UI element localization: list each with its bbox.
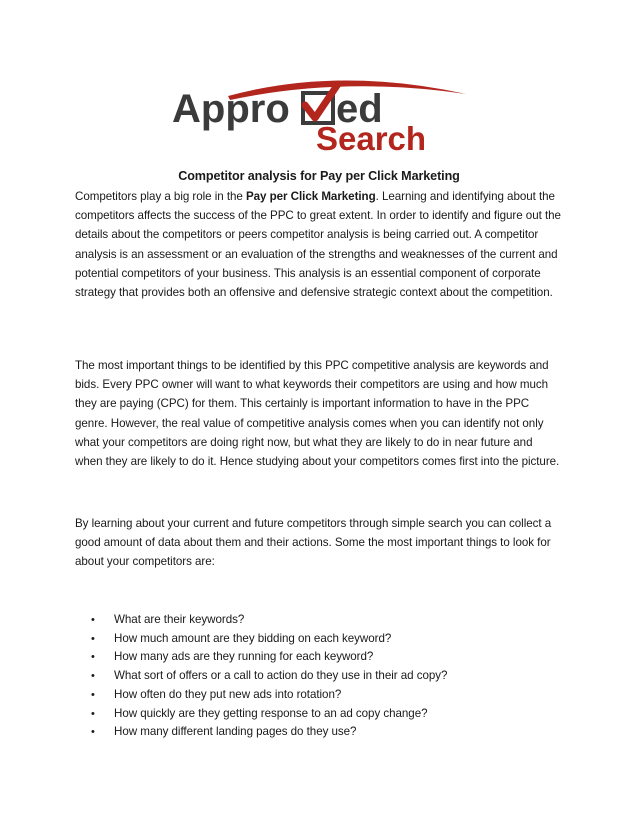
bullet-icon: • — [91, 651, 95, 664]
approved-search-logo — [168, 72, 468, 152]
list-item — [75, 648, 561, 667]
list-item-text: How much amount are they bidding on each keyword? — [114, 631, 392, 645]
bullet-icon: • — [91, 726, 95, 739]
bullet-icon: • — [91, 688, 95, 701]
paragraph-learning — [75, 514, 561, 572]
list-item-text: How many ads are they running for each keyword? — [114, 650, 374, 664]
logo-word-approved-start: Appro — [172, 87, 290, 131]
logo-word-approved-end: ed — [336, 87, 383, 131]
bullet-icon: • — [91, 707, 95, 720]
list-item-text: How many different landing pages do they use? — [114, 725, 357, 739]
intro-text-after: . Learning and identifying about the competitors affects the success of the PPC to great extent. In order to identify and figure out the details about the competitors or peers competitor analysis is being carried out. A competitor analysis is an assessment or an evaluation of the strengths and weaknesses of the current and potential competitors of your business. This analysis is an essential component of corporate strategy that provides both an offensive and defensive strategic context about the competition. — [75, 190, 561, 300]
paragraph-keywords — [75, 356, 561, 471]
logo-word-search: Search — [316, 120, 427, 152]
bullet-icon: • — [91, 632, 95, 645]
list-item — [75, 705, 561, 724]
list-item — [75, 667, 561, 686]
checkmark-v-icon — [303, 84, 338, 123]
list-item-text: How often do they put new ads into rotation? — [114, 687, 342, 701]
bullet-icon: • — [91, 614, 95, 626]
bullet-icon: • — [91, 670, 95, 683]
bullet-list — [75, 611, 561, 742]
paragraph-intro — [75, 187, 561, 302]
list-item — [75, 723, 561, 742]
list-item-text: What sort of offers or a call to action do they use in their ad copy? — [114, 669, 448, 683]
list-item — [75, 630, 561, 649]
paragraph-intro-text — [75, 187, 561, 302]
list-item-text: How quickly are they getting response to an ad copy change? — [114, 706, 428, 720]
list-item — [75, 611, 561, 630]
paragraph-keywords-text: The most important things to be identified by this PPC competitive analysis are keywords and bids. Every PPC owner will want to what keywords their competitors are using and how much they are paying (CPC) for them. This certainly is important information to have in the PPC genre. However, the real value of competitive analysis comes when you can identify not only what your competitors are doing right now, but what they are likely to do in near future and when they are likely to do it. Hence studying about your competitors comes first into the picture. — [75, 359, 560, 469]
logo-graphic — [168, 72, 468, 152]
intro-text-before: Competitors play a big role in the — [75, 190, 246, 203]
intro-text-bold: Pay per Click Marketing — [245, 190, 376, 203]
paragraph-learning-text: By learning about your current and future competitors through simple search you can collect a good amount of data about them and their actions. Some the most important things to look for about your competitors are: — [75, 517, 552, 569]
list-item-text: What are their keywords? — [114, 613, 245, 626]
document-title: Competitor analysis for Pay per Click Marketing — [178, 169, 460, 183]
list-item — [75, 686, 561, 705]
